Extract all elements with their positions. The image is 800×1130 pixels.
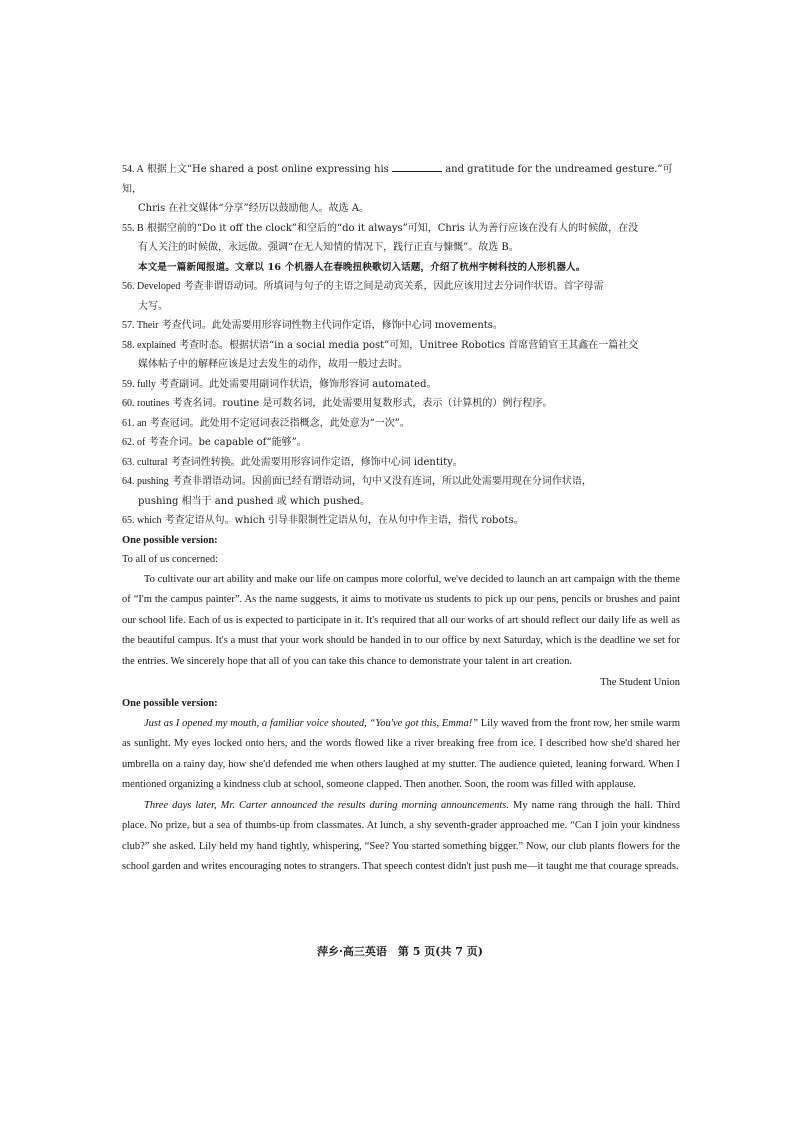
writing2-paragraph-1 — [122, 714, 680, 796]
answer-key-content — [122, 160, 680, 878]
answer-explanation-cont: 大写。 — [138, 300, 168, 312]
answer-explanation-cont: 媒体帖子中的解释应该是过去发生的动作，故用一般过去时。 — [138, 359, 408, 370]
answer-number: 58. explained — [122, 339, 176, 351]
answer-explanation: 考查非谓语动词。因前面已经有谓语动词，句中又没有连词，所以此处需要用现在分词作状语， — [171, 476, 592, 487]
answer-explanation-cont: pushing 相当于 and pushed 或 which pushed。 — [138, 495, 371, 507]
answer-explanation: and gratitude for the undreamed gesture.”可知， — [122, 164, 673, 195]
answer-number: 63. cultural — [122, 456, 168, 468]
answer-62 — [122, 433, 680, 453]
answer-58 — [122, 336, 680, 375]
answer-number: 61. an — [122, 417, 147, 429]
answer-59 — [122, 375, 680, 395]
answer-number: 56. Developed — [122, 281, 181, 292]
writing1-body: To cultivate our art ability and make our life on campus more colorful, we've decided to launch an art campaign with the theme of “I'm the campus painter”. As the name suggests, it aims to motivate us students to pick up our pens, pencils or brushes and paint our school life. Each of us is expected to participate in it. It's required that all our works of art should reflect our daily life as well as the beautiful campus. It's a must that your work should be handed in to our office by next Saturday, which is the deadline we set for the entries. We sincerely hope that all of you can take this chance to demonstrate your talent in art creation. — [122, 573, 680, 667]
answer-65 — [122, 511, 680, 531]
answer-64 — [122, 472, 680, 511]
answer-explanation-cont: 有人关注的时候做，永远做。强调“在无人知情的情况下，践行正直与慷慨”。故选 B。 — [138, 242, 519, 253]
answer-explanation: 考查介词。be capable of“能够”。 — [148, 437, 307, 448]
paragraph-body: Lily waved from the front row, her smile warm as sunlight. My eyes locked onto hers, and the words flowed like a river breaking free from ice. I described how she'd shared her umbrella on a rainy day, how she'd defended me when others laughed at my stutter. The audience quieted, leaning forward. When I mentioned organizing a kindness club at school, someone clapped. Then another. Soon, the room was filled with applause. — [122, 717, 680, 790]
answer-explanation: 考查非谓语动词。所填词与句子的主语之间是动宾关系，因此应该用过去分词作状语。首字母需 — [183, 281, 604, 292]
answer-explanation: 考查词性转换。此处需要用形容词作定语，修饰中心词 identity。 — [170, 456, 463, 468]
answer-56 — [122, 277, 680, 316]
answer-explanation: 考查名词。routine 是可数名词，此处需要用复数形式，表示（计算机的）例行程序。 — [172, 398, 553, 409]
passage-summary-note: 本文是一篇新闻报道。文章以 16 个机器人在春晚扭秧歌切入话题，介绍了杭州宇树科技的人形机器人。 — [138, 261, 586, 273]
answer-54 — [122, 160, 680, 219]
paragraph-lead-sentence: Just as I opened my mouth, a familiar voice shouted, “You've got this, Emma!” — [144, 717, 479, 729]
answer-explanation-cont: Chris 在社交媒体“分享”经历以鼓励他人。故选 A。 — [138, 203, 370, 214]
paragraph-body: My name rang through the hall. Third place. No prize, but a sea of thumbs-up from classmates. At lunch, a shy seventh-grader approached me. “Can I join your kindness club?” she asked. Lily held my hand tightly, whispering, “See? You started something bigger.” Now, our club plants flowers for the school garden and writes encouraging notes to strangers. That speech contest didn't just push me—it taught me that courage spreads. — [122, 799, 680, 872]
paragraph-lead-sentence: Three days later, Mr. Carter announced the results during morning announcements. — [144, 799, 509, 811]
answer-61 — [122, 414, 680, 434]
answer-explanation: 考查定语从句。which 引导非限制性定语从句，在从句中作主语，指代 robots。 — [164, 515, 524, 526]
answer-explanation: 考查代词。此处需要用形容词性物主代词作定语，修饰中心词 movements。 — [161, 320, 503, 331]
writing2-heading: One possible version: — [122, 698, 218, 709]
writing1-greeting: To all of us concerned: — [122, 554, 219, 565]
answer-explanation: 根据上文“He shared a post online expressing his — [146, 164, 389, 175]
answer-number: 59. fully — [122, 378, 156, 390]
answer-explanation: 考查冠词。此处用不定冠词表泛指概念，此处意为“一次”。 — [149, 417, 410, 429]
answer-explanation: 考查时态。根据状语“in a social media post”可知，Unitree Robotics 首席营销官王其鑫在一篇社交 — [179, 339, 639, 351]
answer-55 — [122, 219, 680, 258]
page-footer: 萍乡·高三英语 第 5 页(共 7 页) — [317, 945, 483, 958]
answer-number: 64. pushing — [122, 476, 169, 487]
answer-explanation: 根据空前的“Do it off the clock”和空后的“do it always”可知，Chris 认为善行应该在没有人的时候做，在没 — [146, 222, 639, 234]
answer-63 — [122, 453, 680, 473]
blank-line — [392, 161, 442, 172]
answer-number: 57. Their — [122, 320, 159, 331]
answer-number: 55. B — [122, 222, 144, 234]
answer-57 — [122, 316, 680, 336]
answer-number: 54. A — [122, 164, 144, 175]
writing1-signature: The Student Union — [600, 677, 680, 688]
answer-number: 60. routines — [122, 398, 170, 409]
writing2-paragraph-2 — [122, 796, 680, 878]
answer-explanation: 考查副词。此处需要用副词作状语，修饰形容词 automated。 — [159, 378, 437, 390]
answer-number: 62. of — [122, 437, 146, 448]
answer-60 — [122, 394, 680, 414]
writing1-heading: One possible version: — [122, 534, 218, 546]
answer-number: 65. which — [122, 515, 162, 526]
